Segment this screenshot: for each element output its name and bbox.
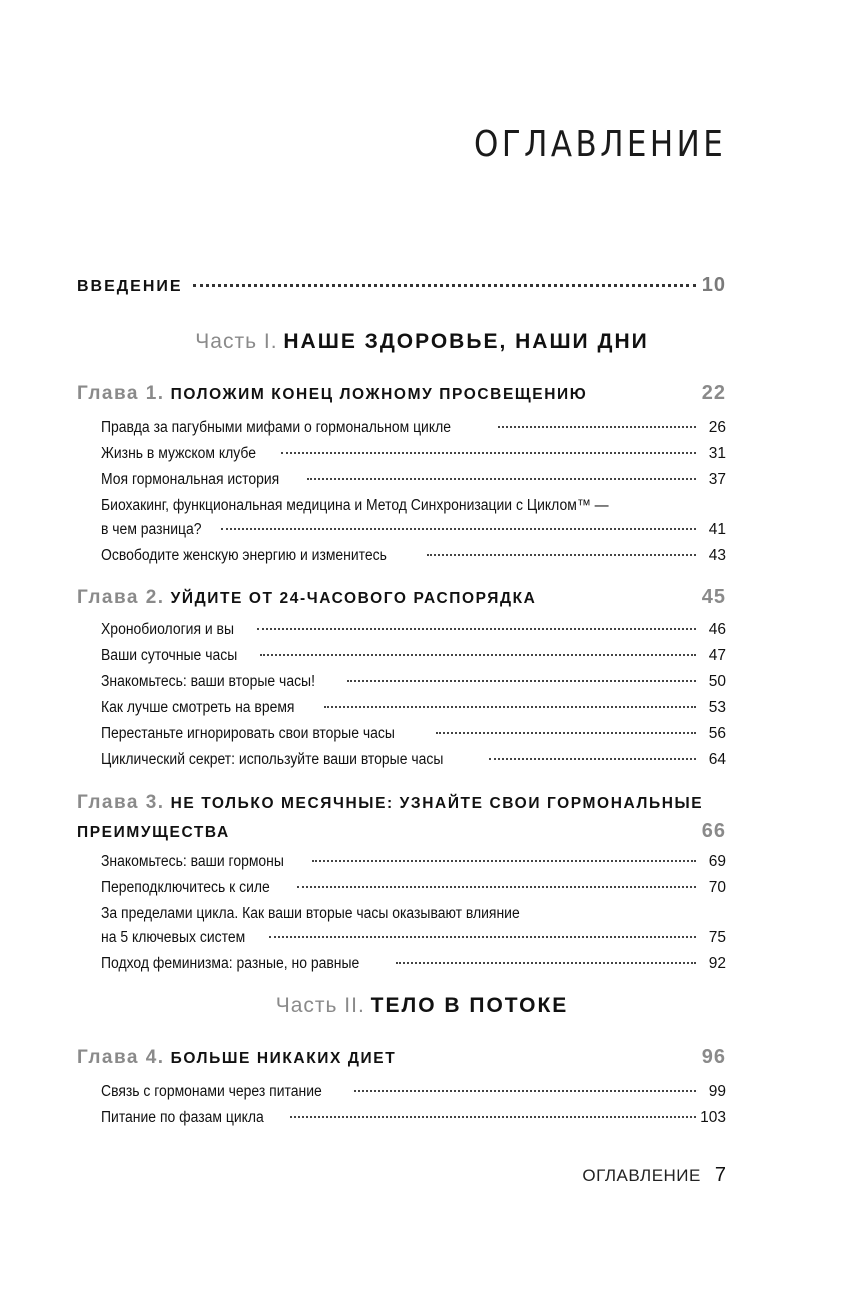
toc-entry[interactable] bbox=[101, 905, 726, 955]
entry-page-number: 26 bbox=[708, 419, 726, 436]
entry-label: Как лучше смотреть на время bbox=[101, 699, 295, 716]
entry-label: Правда за пагубными мифами о гормональном цикле bbox=[101, 419, 452, 436]
part-prefix: Часть I. bbox=[195, 330, 278, 353]
chapter-heading[interactable] bbox=[77, 382, 726, 405]
dot-leader bbox=[498, 426, 696, 428]
dot-leader bbox=[269, 936, 696, 938]
chapter-title: УЙДИТЕ ОТ 24-ЧАСОВОГО РАСПОРЯДКА bbox=[170, 590, 537, 607]
dot-leader bbox=[290, 1116, 696, 1118]
chapter-3 bbox=[77, 792, 726, 981]
entry-label: на 5 ключевых систем bbox=[101, 929, 246, 946]
toc-entry[interactable] bbox=[101, 647, 726, 673]
entry-page-number: 99 bbox=[708, 1083, 726, 1100]
part-prefix: Часть II. bbox=[275, 994, 365, 1017]
entry-page-number: 31 bbox=[708, 445, 726, 462]
toc-entry[interactable] bbox=[101, 751, 726, 777]
running-footer-label: ОГЛАВЛЕНИЕ bbox=[582, 1166, 701, 1185]
toc-entry[interactable] bbox=[101, 955, 726, 981]
dot-leader bbox=[427, 554, 696, 556]
dot-leader bbox=[436, 732, 696, 734]
toc-entry[interactable] bbox=[101, 621, 726, 647]
dot-leader bbox=[257, 628, 696, 630]
chapter-heading[interactable] bbox=[77, 586, 726, 609]
dot-leader bbox=[324, 706, 696, 708]
entry-list bbox=[77, 853, 726, 981]
chapter-title: БОЛЬШЕ НИКАКИХ ДИЕТ bbox=[170, 1050, 397, 1067]
chapter-title: ПРЕИМУЩЕСТВА bbox=[77, 824, 230, 841]
entry-page-number: 56 bbox=[708, 725, 726, 742]
entry-label: Освободите женскую энергию и изменитесь bbox=[101, 547, 387, 564]
entry-label: Моя гормональная история bbox=[101, 471, 280, 488]
dot-leader bbox=[260, 654, 696, 656]
entry-list bbox=[77, 1083, 726, 1135]
entry-page-number: 37 bbox=[708, 471, 726, 488]
toc-entry[interactable] bbox=[101, 725, 726, 751]
entry-page-number: 41 bbox=[708, 521, 726, 538]
entry-page-number: 53 bbox=[708, 699, 726, 716]
chapter-page-number: 45 bbox=[701, 586, 726, 608]
dot-leader bbox=[354, 1090, 696, 1092]
entry-page-number: 69 bbox=[708, 853, 726, 870]
chapter-prefix: Глава 3. bbox=[77, 792, 165, 813]
entry-label: Циклический секрет: используйте ваши вторые часы bbox=[101, 751, 444, 768]
chapter-title: ПОЛОЖИМ КОНЕЦ ЛОЖНОМУ ПРОСВЕЩЕНИЮ bbox=[170, 386, 588, 403]
chapter-2 bbox=[77, 586, 726, 777]
entry-label: Связь с гормонами через питание bbox=[101, 1083, 322, 1100]
dot-leader bbox=[347, 680, 696, 682]
chapter-page-number: 22 bbox=[701, 382, 726, 404]
part-heading-2 bbox=[0, 994, 844, 1018]
entry-list bbox=[77, 621, 726, 777]
toc-entry[interactable] bbox=[101, 419, 726, 445]
dot-leader bbox=[221, 528, 696, 530]
entry-page-number: 64 bbox=[708, 751, 726, 768]
chapter-4 bbox=[77, 1046, 726, 1135]
entry-label: в чем разница? bbox=[101, 521, 202, 538]
entry-page-number: 75 bbox=[708, 929, 726, 946]
dot-leader bbox=[193, 284, 696, 287]
toc-entry[interactable] bbox=[101, 879, 726, 905]
toc-entry[interactable] bbox=[101, 673, 726, 699]
entry-page-number: 46 bbox=[708, 621, 726, 638]
chapter-prefix: Глава 4. bbox=[77, 1047, 165, 1068]
entry-page-number: 50 bbox=[708, 673, 726, 690]
toc-entry[interactable] bbox=[101, 1109, 726, 1135]
part-title: ТЕЛО В ПОТОКЕ bbox=[370, 994, 569, 1017]
page-footer bbox=[582, 1164, 726, 1187]
part-heading-1 bbox=[0, 330, 844, 354]
entry-label: Жизнь в мужском клубе bbox=[101, 445, 256, 462]
entry-page-number: 103 bbox=[700, 1109, 726, 1126]
chapter-prefix: Глава 1. bbox=[77, 383, 165, 404]
dot-leader bbox=[281, 452, 696, 454]
entry-page-number: 70 bbox=[708, 879, 726, 896]
entry-page-number: 43 bbox=[708, 547, 726, 564]
intro-label: ВВЕДЕНИЕ bbox=[77, 278, 183, 295]
dot-leader bbox=[307, 478, 696, 480]
entry-list bbox=[77, 419, 726, 573]
chapter-page-number: 66 bbox=[701, 820, 726, 842]
toc-entry[interactable] bbox=[101, 471, 726, 497]
dot-leader bbox=[312, 860, 696, 862]
dot-leader bbox=[297, 886, 696, 888]
intro-entry[interactable] bbox=[77, 274, 726, 300]
page-number: 7 bbox=[714, 1164, 726, 1186]
toc-entry[interactable] bbox=[101, 445, 726, 471]
entry-label: Биохакинг, функциональная медицина и Метод Синхронизации с Циклом™ — bbox=[101, 497, 609, 514]
entry-label: Питание по фазам цикла bbox=[101, 1109, 264, 1126]
entry-label: Ваши суточные часы bbox=[101, 647, 238, 664]
toc-entry[interactable] bbox=[101, 497, 726, 547]
entry-label: Знакомьтесь: ваши гормоны bbox=[101, 853, 284, 870]
chapter-heading[interactable] bbox=[77, 1046, 726, 1069]
entry-label: Хронобиология и вы bbox=[101, 621, 234, 638]
toc-entry[interactable] bbox=[101, 547, 726, 573]
part-title: НАШЕ ЗДОРОВЬЕ, НАШИ ДНИ bbox=[283, 330, 649, 353]
dot-leader bbox=[489, 758, 696, 760]
toc-entry[interactable] bbox=[101, 1083, 726, 1109]
entry-label: Переподключитесь к силе bbox=[101, 879, 270, 896]
chapter-1 bbox=[77, 382, 726, 573]
chapter-title: НЕ ТОЛЬКО МЕСЯЧНЫЕ: УЗНАЙТЕ СВОИ ГОРМОНАЛЬНЫЕ bbox=[170, 795, 704, 812]
chapter-prefix: Глава 2. bbox=[77, 587, 165, 608]
toc-entry[interactable] bbox=[101, 853, 726, 879]
entry-label: За пределами цикла. Как ваши вторые часы оказывают влияние bbox=[101, 905, 520, 922]
intro-page-number: 10 bbox=[701, 274, 726, 296]
chapter-page-number: 96 bbox=[701, 1046, 726, 1068]
chapter-heading-continued[interactable] bbox=[77, 820, 726, 843]
dot-leader bbox=[396, 962, 696, 964]
toc-entry[interactable] bbox=[101, 699, 726, 725]
entry-page-number: 92 bbox=[708, 955, 726, 972]
entry-page-number: 47 bbox=[708, 647, 726, 664]
chapter-heading[interactable] bbox=[77, 792, 726, 814]
entry-label: Перестаньте игнорировать свои вторые часы bbox=[101, 725, 395, 742]
page-title: ОГЛАВЛЕНИЕ bbox=[473, 124, 726, 165]
entry-label: Подход феминизма: разные, но равные bbox=[101, 955, 360, 972]
entry-label: Знакомьтесь: ваши вторые часы! bbox=[101, 673, 315, 690]
